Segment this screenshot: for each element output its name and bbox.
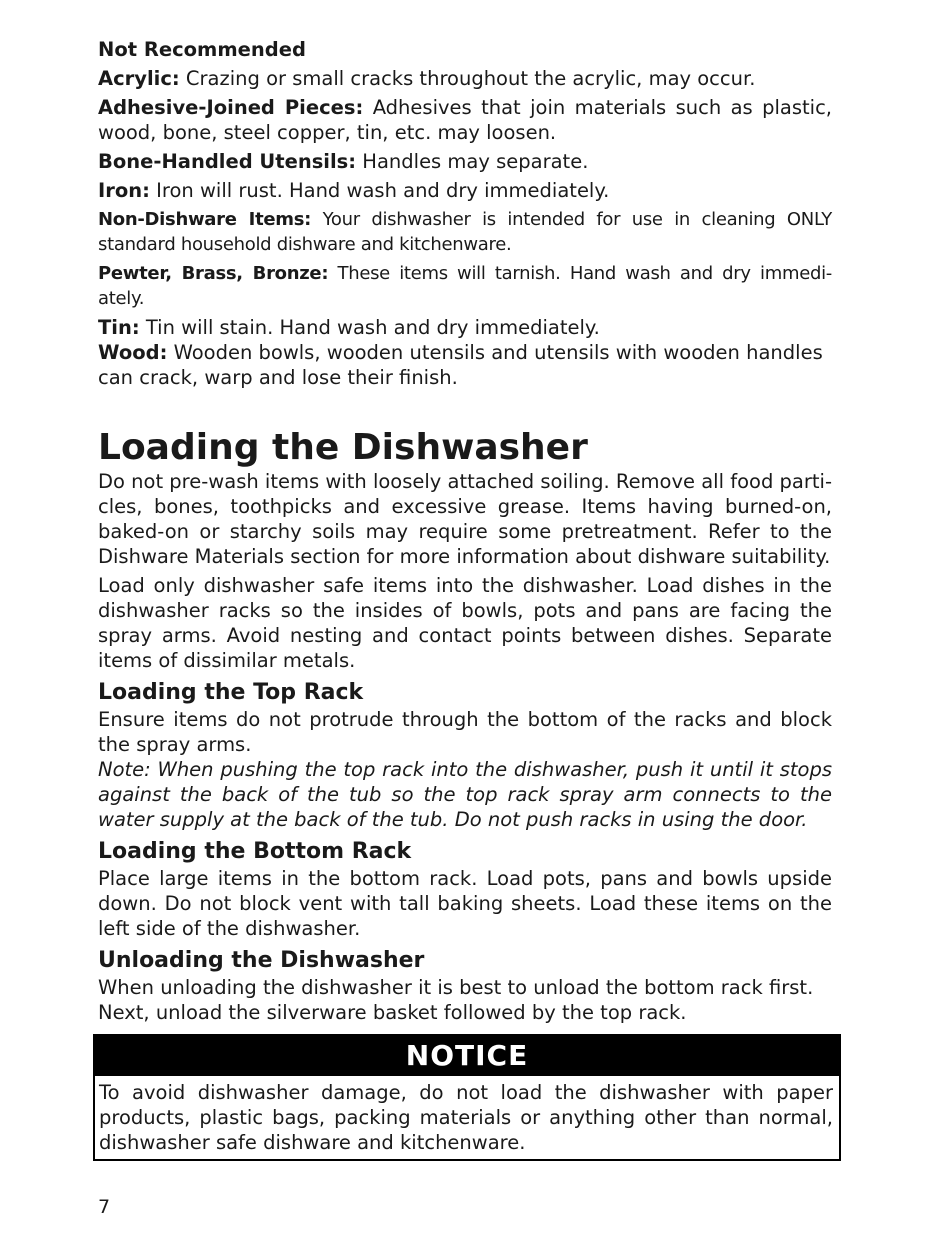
nr-term: Wood: bbox=[98, 341, 168, 364]
nr-item-acrylic bbox=[98, 66, 832, 91]
top-rack-note: Note: When pushing the top rack into the dishwasher, push it until it stops against the back of the tub so the top rack spray arm connects to the water supply at the back of the tub. Do not push racks in using the door. bbox=[98, 758, 832, 831]
nr-text: Wooden bowls, wooden utensils and utensils with wooden handles can crack, warp and lose their finish. bbox=[98, 341, 823, 389]
nr-item-pewter bbox=[98, 261, 832, 311]
notice-text: To avoid dishwasher damage, do not load the dishwasher with paper products, plastic bags, packing materials or anything other than normal, dishwasher safe dishware and kitchenware. bbox=[99, 1081, 833, 1154]
nr-term: Adhesive-Joined Pieces: bbox=[98, 96, 364, 119]
nr-term: Acrylic: bbox=[98, 67, 180, 90]
nr-text: Crazing or small cracks throughout the acrylic, may occur. bbox=[185, 67, 756, 90]
top-rack-text: Ensure items do not protrude through the bottom of the racks and block the spray arms. bbox=[98, 708, 832, 756]
loading-section bbox=[98, 427, 832, 1025]
nr-text: Handles may separate. bbox=[362, 150, 589, 173]
nr-item-bone-handled bbox=[98, 149, 832, 174]
nr-term: Non-Dishware Items: bbox=[98, 209, 312, 230]
nr-item-tin bbox=[98, 315, 832, 340]
nr-text: Your dishwasher is intended for use in cleaning ONLY standard household dishware and kitchenware. bbox=[98, 209, 832, 255]
nr-text: Tin will stain. Hand wash and dry immediately. bbox=[145, 316, 600, 339]
notice-box bbox=[93, 1034, 841, 1161]
bottom-rack-text: Place large items in the bottom rack. Load pots, pans and bowls upside down. Do not block vent with tall baking sheets. Load these items on the left side of the dishwasher. bbox=[98, 867, 832, 940]
nr-text: Iron will rust. Hand wash and dry immediately. bbox=[156, 179, 610, 202]
not-recommended-section bbox=[98, 37, 832, 394]
page-number: 7 bbox=[98, 1196, 111, 1218]
nr-item-iron bbox=[98, 178, 832, 203]
nr-item-adhesive bbox=[98, 95, 832, 145]
nr-term: Pewter, Brass, Bronze: bbox=[98, 263, 329, 284]
nr-text: Adhesives that join materials such as plastic, wood, bone, steel copper, tin, etc. may loosen. bbox=[98, 96, 832, 144]
not-recommended-title: Not Recommended bbox=[98, 38, 306, 61]
loading-title: Loading the Dishwasher bbox=[98, 427, 588, 468]
unloading-text: When unloading the dishwasher it is best to unload the bottom rack first. Next, unload the silverware basket followed by the top rack. bbox=[98, 976, 814, 1024]
nr-item-non-dishware bbox=[98, 207, 832, 257]
loading-paragraph-2: Load only dishwasher safe items into the dishwasher. Load dishes in the dishwasher racks so the insides of bowls, pots and pans are facing the spray arms. Avoid nesting and contact points between dishes. Separate items of dissimilar metals. bbox=[98, 574, 832, 672]
notice-heading: NOTICE bbox=[95, 1036, 839, 1076]
unloading-heading: Unloading the Dishwasher bbox=[98, 948, 425, 973]
top-rack-heading: Loading the Top Rack bbox=[98, 680, 364, 705]
nr-term: Tin: bbox=[98, 316, 140, 339]
nr-item-wood bbox=[98, 340, 832, 390]
loading-paragraph-1: Do not pre-wash items with loosely attached soiling. Remove all food parti-cles, bones, toothpicks and excessive grease. Items having burned-on, baked-on or starchy soils may require some pretreatment. Refer to the Dishware Materials section for more information about dishware suitability. bbox=[98, 470, 832, 568]
nr-term: Bone-Handled Utensils: bbox=[98, 150, 357, 173]
nr-term: Iron: bbox=[98, 179, 150, 202]
nr-text: These items will tarnish. Hand wash and dry immedi-ately. bbox=[98, 263, 832, 309]
bottom-rack-heading: Loading the Bottom Rack bbox=[98, 839, 412, 864]
